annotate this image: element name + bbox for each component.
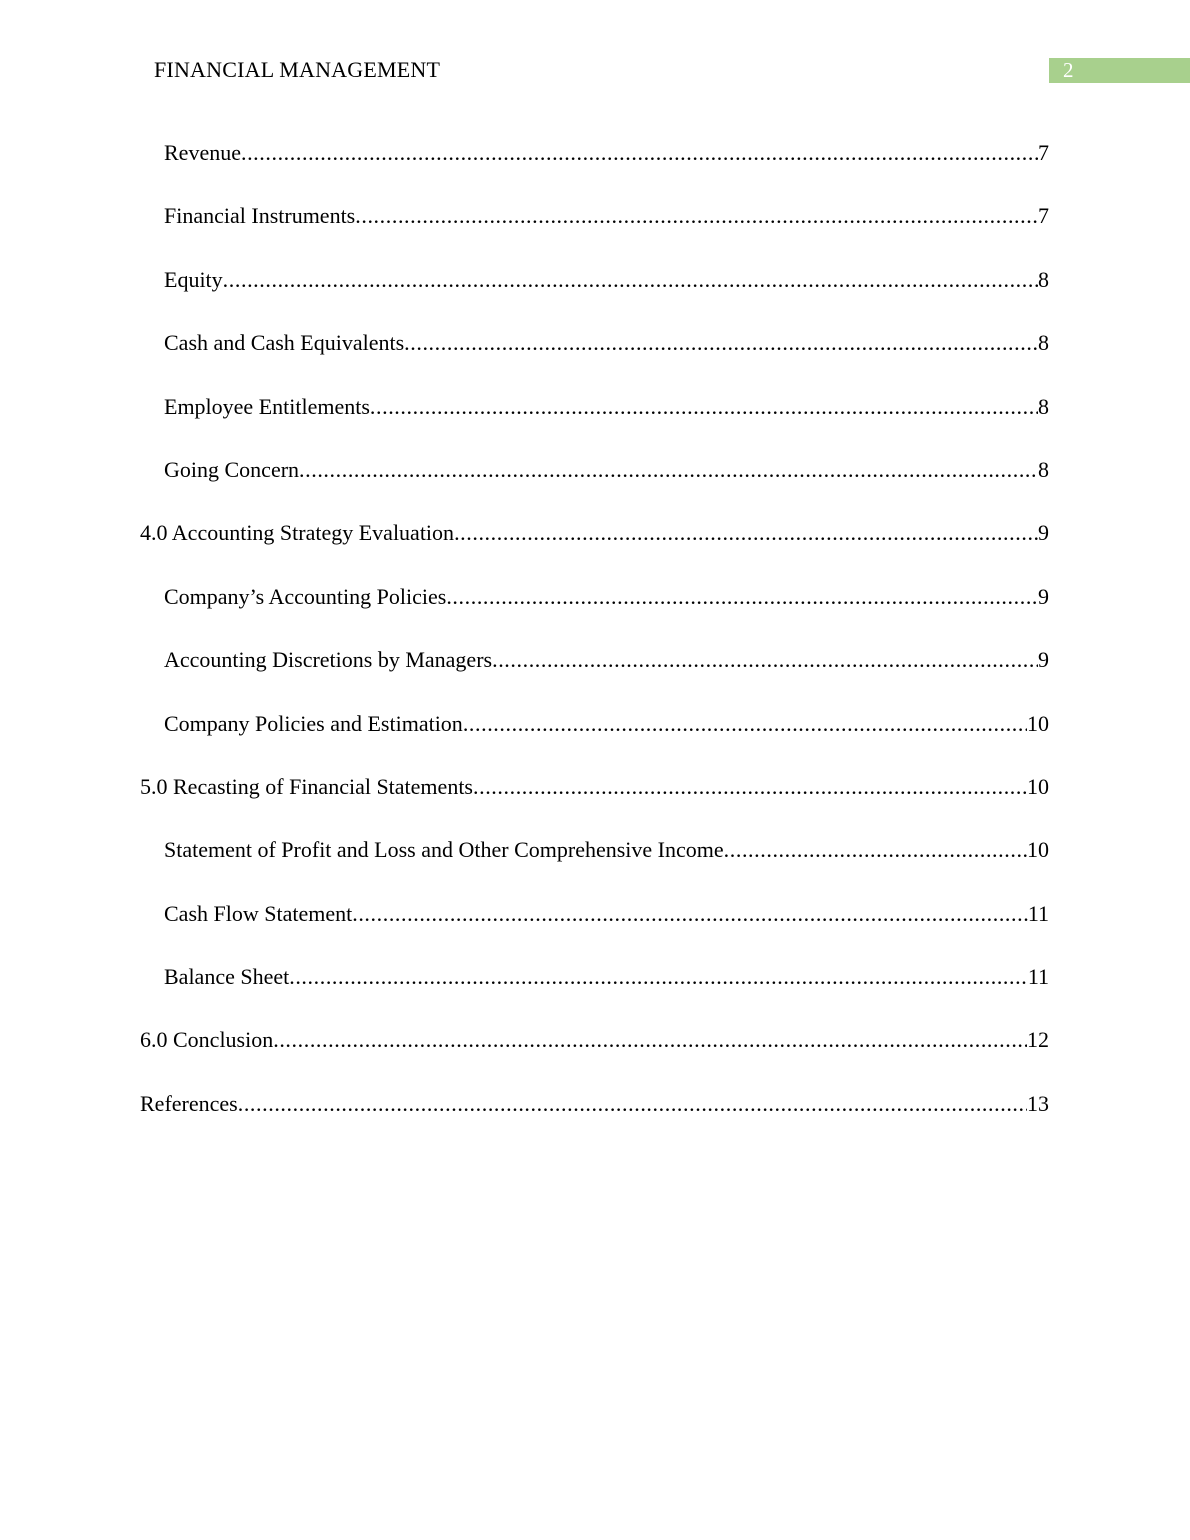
toc-entry[interactable]	[140, 1087, 1049, 1150]
toc-entry-title: 5.0 Recasting of Financial Statements	[140, 773, 473, 799]
toc-entry-page: 10	[1027, 837, 1049, 863]
toc-dot-leader	[299, 453, 1038, 487]
toc-entry[interactable]	[140, 960, 1049, 1023]
toc-entry-page: 11	[1027, 900, 1049, 926]
page-number: 2	[1049, 58, 1190, 83]
toc-entry[interactable]	[140, 707, 1049, 770]
toc-entry-title: Balance Sheet	[164, 964, 290, 990]
toc-entry-page: 8	[1038, 330, 1049, 356]
toc-entry-page: 9	[1038, 520, 1049, 546]
toc-dot-leader	[223, 263, 1038, 297]
toc-entry-title: References	[140, 1090, 238, 1116]
toc-entry[interactable]	[140, 453, 1049, 516]
running-head: FINANCIAL MANAGEMENT	[154, 57, 441, 82]
toc-entry-page: 9	[1038, 647, 1049, 673]
table-of-contents	[140, 136, 1049, 1150]
toc-entry-page: 13	[1027, 1090, 1049, 1116]
toc-entry[interactable]	[140, 580, 1049, 643]
toc-entry-title: Company Policies and Estimation	[164, 710, 463, 736]
toc-dot-leader	[454, 516, 1038, 550]
toc-entry-page: 12	[1027, 1027, 1049, 1053]
toc-dot-leader	[370, 390, 1038, 424]
toc-entry[interactable]	[140, 897, 1049, 960]
toc-dot-leader	[404, 326, 1038, 360]
toc-entry-page: 7	[1038, 140, 1049, 165]
toc-entry-title: Cash Flow Statement	[164, 900, 353, 926]
toc-entry-page: 8	[1038, 266, 1049, 292]
toc-dot-leader	[492, 643, 1038, 677]
toc-entry-title: Revenue	[164, 140, 241, 165]
toc-entry[interactable]	[140, 516, 1049, 579]
toc-entry-title: Statement of Profit and Loss and Other Comprehensive Income	[164, 837, 724, 863]
toc-entry[interactable]	[140, 770, 1049, 833]
toc-entry-page: 8	[1038, 456, 1049, 482]
toc-dot-leader	[724, 833, 1027, 867]
toc-dot-leader	[446, 580, 1038, 614]
toc-dot-leader	[238, 1087, 1027, 1121]
toc-dot-leader	[289, 960, 1028, 994]
toc-entry-page: 10	[1027, 773, 1049, 799]
toc-dot-leader	[273, 1023, 1027, 1057]
toc-entry[interactable]	[140, 263, 1049, 326]
toc-dot-leader	[463, 707, 1027, 741]
toc-dot-leader	[241, 136, 1038, 170]
toc-entry-title: 4.0 Accounting Strategy Evaluation	[140, 520, 455, 546]
toc-dot-leader	[473, 770, 1027, 804]
toc-entry[interactable]	[140, 643, 1049, 706]
toc-entry-title: Employee Entitlements	[164, 393, 370, 419]
toc-entry[interactable]	[140, 199, 1049, 262]
toc-entry[interactable]	[140, 1023, 1049, 1086]
toc-dot-leader	[352, 897, 1028, 931]
toc-entry[interactable]	[140, 390, 1049, 453]
toc-entry-page: 7	[1038, 203, 1049, 229]
toc-entry-page: 10	[1027, 710, 1049, 736]
toc-dot-leader	[355, 199, 1038, 233]
toc-entry-title: Financial Instruments	[164, 203, 356, 229]
toc-entry-page: 8	[1038, 393, 1049, 419]
toc-entry-title: Company’s Accounting Policies	[164, 583, 447, 609]
toc-entry-title: 6.0 Conclusion	[140, 1027, 274, 1053]
toc-entry-page: 9	[1038, 583, 1049, 609]
toc-entry-title: Equity	[164, 266, 223, 292]
toc-entry-page: 11	[1027, 964, 1049, 990]
toc-entry-title: Going Concern	[164, 456, 300, 482]
toc-entry-title: Cash and Cash Equivalents	[164, 330, 405, 356]
toc-entry[interactable]	[140, 833, 1049, 896]
toc-entry[interactable]	[140, 326, 1049, 389]
toc-entry[interactable]	[140, 136, 1049, 199]
toc-entry-title: Accounting Discretions by Managers	[164, 647, 493, 673]
